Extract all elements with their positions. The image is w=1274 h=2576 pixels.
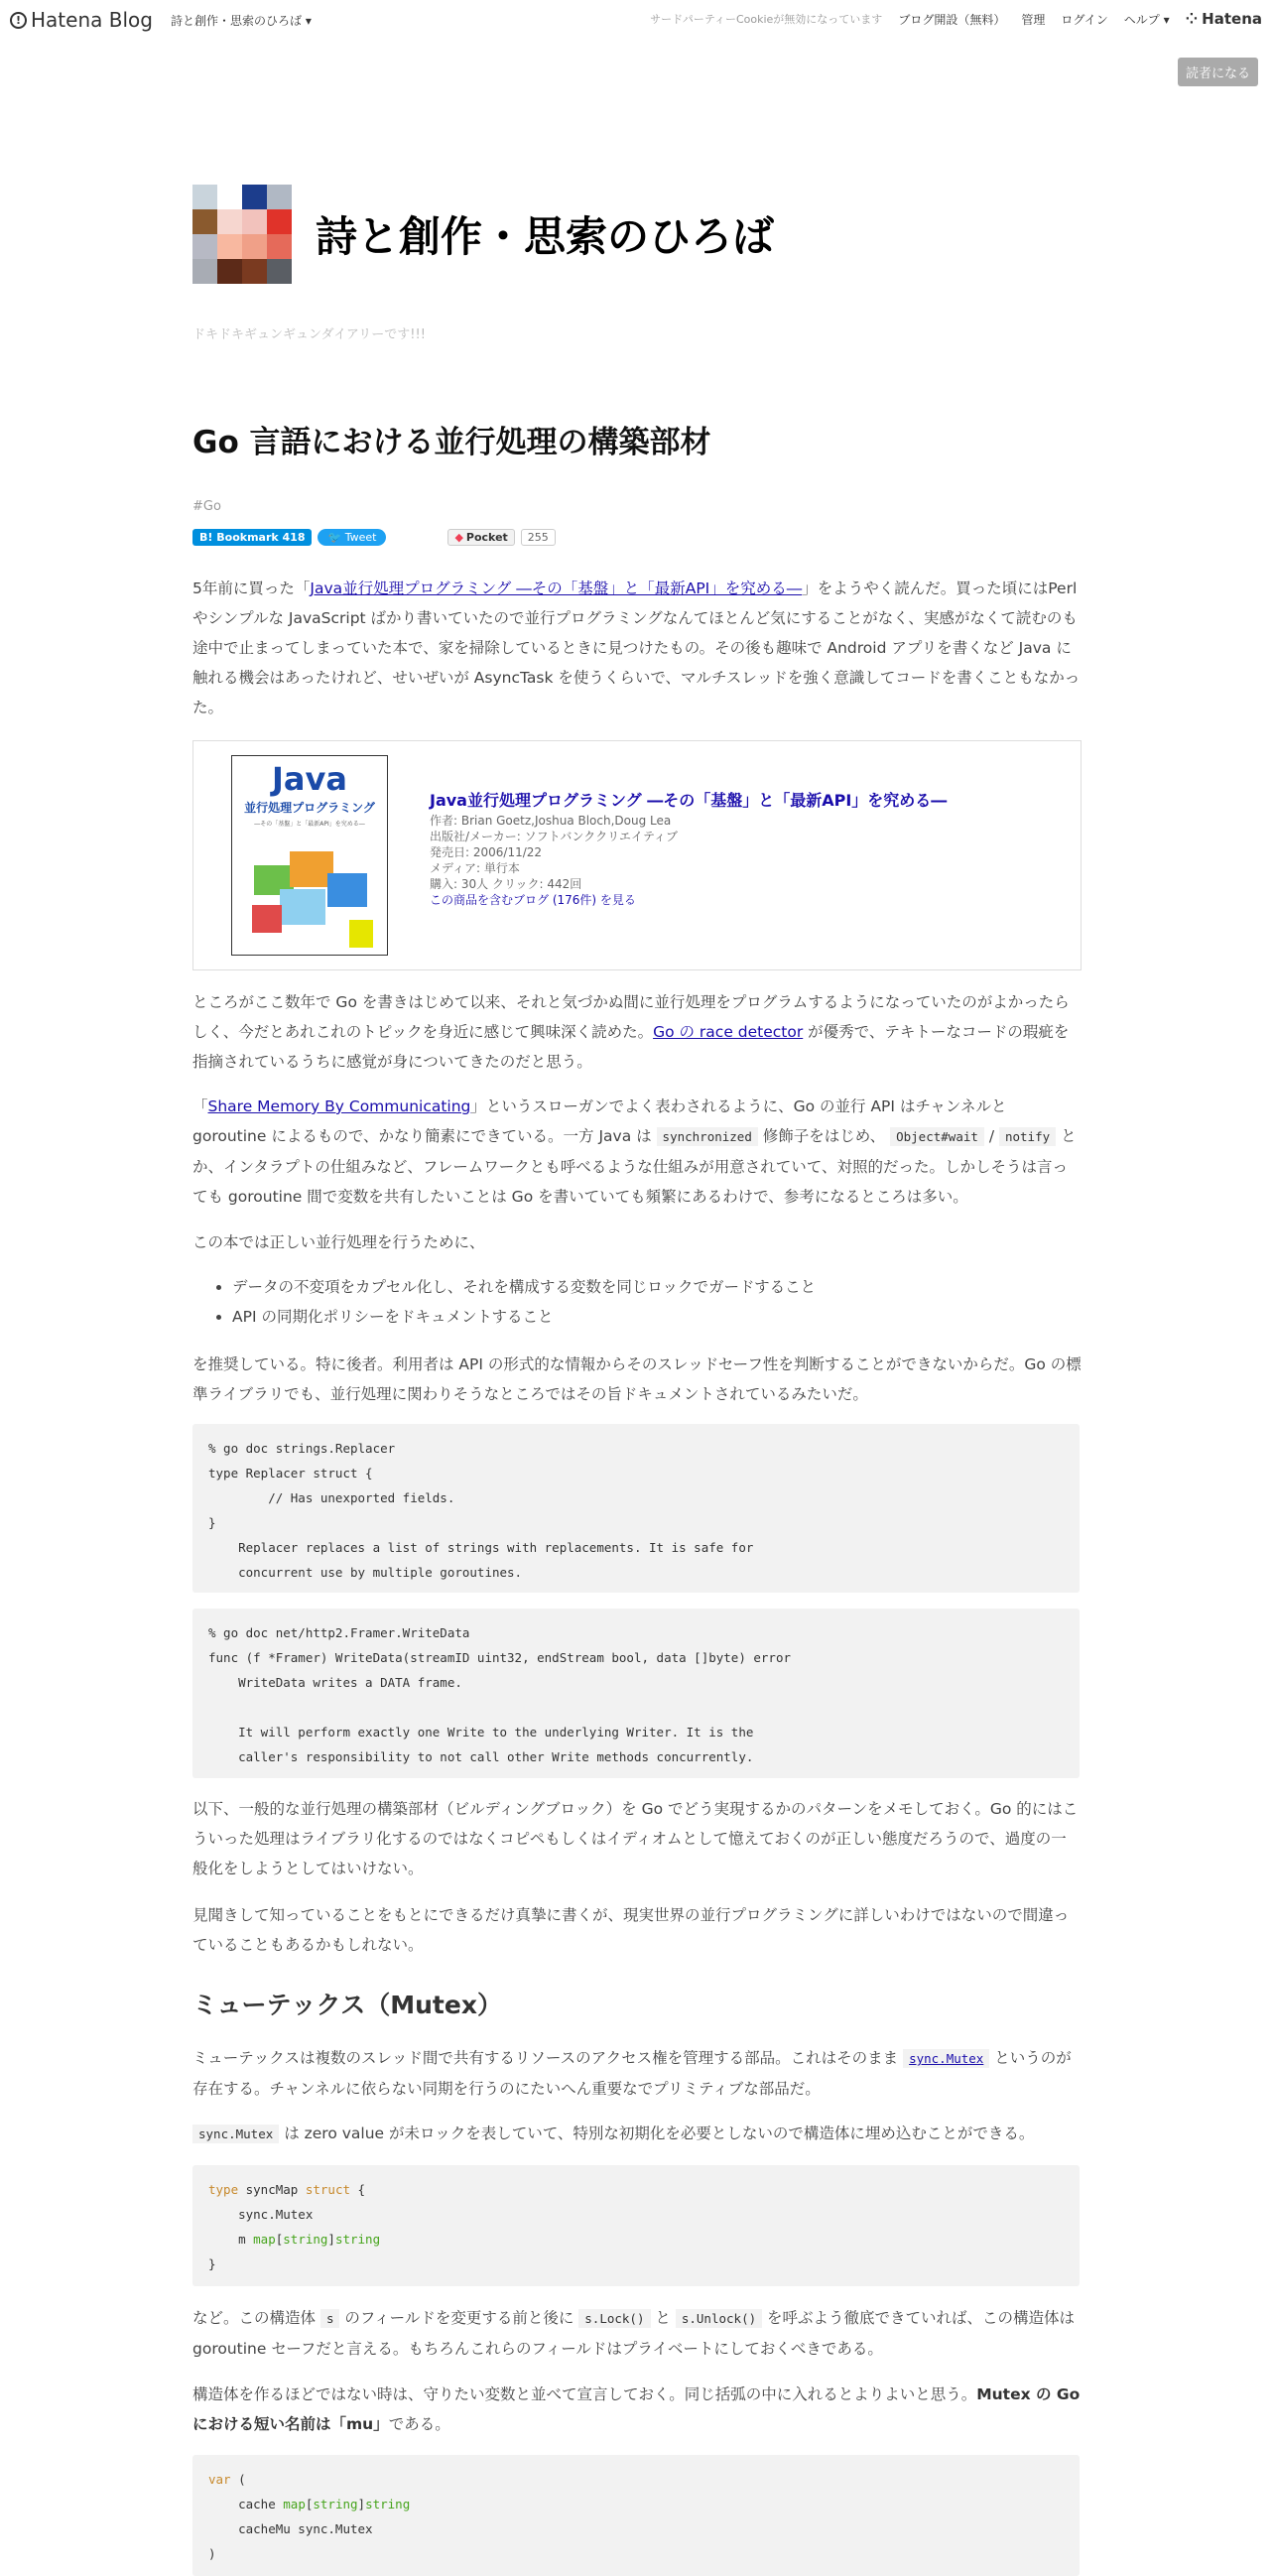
- amazon-media: メディア: 単行本: [430, 861, 520, 875]
- code-block-replacer: % go doc strings.Replacer type Replacer struct { // Has unexported fields. } Replacer replaces a list of strings with replacements. It is safe for concurrent use by multiple goroutines.: [192, 1424, 1080, 1593]
- code-keyword: type: [208, 2182, 239, 2197]
- code-text: ]: [357, 2497, 366, 2512]
- code-text: [: [305, 2497, 314, 2512]
- code-notify: notify: [999, 1127, 1056, 1146]
- code-type: string: [283, 2232, 328, 2247]
- share-memory-link[interactable]: Share Memory By Communicating: [207, 1097, 471, 1115]
- pocket-label: Pocket: [465, 531, 508, 544]
- blog-icon-tile: [192, 185, 217, 209]
- bookmark-button[interactable]: [192, 529, 312, 546]
- p3-text-b: 」というスローガンでよく表わされるように、Go の並行 API はチャンネルと goroutine によるもので、かなり簡素にできている。一方 Java は: [192, 1097, 1007, 1145]
- blog-icon-tile: [267, 234, 292, 259]
- bookmark-label: Bookmark 418: [216, 531, 306, 544]
- code-text: }: [208, 2256, 216, 2271]
- list-item: • API の同期化ポリシーをドキュメントすること: [232, 1302, 1105, 1332]
- blog-icon-tile: [217, 209, 242, 234]
- paragraph-2: [192, 987, 1082, 1077]
- admin-link[interactable]: 管理: [1021, 12, 1046, 27]
- hatena-blog-logo-text: Hatena Blog: [31, 8, 153, 32]
- code-text: cache: [208, 2497, 284, 2512]
- tweet-label: Tweet: [344, 531, 377, 544]
- code-type: string: [313, 2497, 358, 2512]
- subscribe-button[interactable]: 読者になる: [1178, 58, 1258, 86]
- help-menu[interactable]: ヘルプ ▾: [1123, 12, 1170, 27]
- book-link[interactable]: Java並行処理プログラミング ―その「基盤」と「最新API」を究める―: [310, 580, 803, 597]
- social-buttons: [192, 529, 556, 546]
- blog-icon-tile: [267, 185, 292, 209]
- paragraph-4: この本では正しい並行処理を行うために、: [192, 1233, 485, 1251]
- paragraph-5: を推奨している。特に後者。利用者は API の形式的な情報からそのスレッドセーフ性を判断することができないからだ。Go の標準ライブラリでも、並行処理に関わりそうなところではその旨ドキュメントされているみたいだ。: [192, 1355, 1082, 1403]
- blog-header: [192, 185, 774, 284]
- code-synchronized: synchronized: [657, 1127, 758, 1146]
- hatena-menu[interactable]: [1186, 10, 1262, 28]
- cookie-notice[interactable]: サードパーティーCookieが無効になっています: [650, 13, 883, 26]
- blog-icon-tile: [242, 185, 267, 209]
- tweet-button[interactable]: [318, 529, 386, 546]
- paragraph-6: 以下、一般的な並行処理の構築部材（ビルディングブロック）を Go でどう実現するかのパターンをメモしておく。Go 的にはこういった処理はライブラリ化するのではなくコピペもしくはイディオムとして憶えておくのが正しい態度だろうので、過度の一般化をしようとしてはいけない。: [192, 1800, 1079, 1877]
- blog-icon-tile: [217, 185, 242, 209]
- p10-text-c: と: [650, 2309, 676, 2327]
- blog-menu-dropdown[interactable]: 詩と創作・思索のひろば ▾: [171, 14, 312, 28]
- code-s: s: [320, 2309, 340, 2328]
- hatena-menu-icon: ⁘: [1185, 10, 1199, 28]
- p11-text-a: 構造体を作るほどではない時は、守りたい変数と並べて宣言しておく。同じ括弧の中に入れるとよりよいと思う。: [192, 2385, 977, 2403]
- paragraph-intro: [192, 574, 1082, 722]
- p10-text-d: を呼ぶよう徹底できていれば、この構造体は goroutine セーフだと言える。もちろんこれらのフィールドはプライベートにしておくべきである。: [192, 2309, 1076, 2358]
- code-unlock: s.Unlock(): [676, 2309, 762, 2328]
- code-keyword: var: [208, 2472, 231, 2487]
- code-object-wait: Object#wait: [890, 1127, 984, 1146]
- code-text: (: [230, 2472, 246, 2487]
- code-text: {: [350, 2182, 366, 2197]
- paragraph-11: [192, 2380, 1082, 2439]
- pocket-icon: ◆: [454, 531, 463, 544]
- blog-icon-tile: [217, 234, 242, 259]
- code-block-cache: [192, 2455, 1080, 2576]
- amazon-product-box: [192, 740, 1082, 970]
- amazon-stats: 購入: 30人 クリック: 442回: [430, 877, 582, 891]
- code-text: ): [208, 2546, 216, 2561]
- p2-text-a: ところがここ数年で Go を書きはじめて以来、それと気づかぬ間に並行処理をプログラムするようになっていたのがよかったらしく、今だとあれこれのトピックを身近に感じて興味深く読めた。: [192, 993, 1070, 1041]
- p3-text-d: /: [983, 1127, 999, 1145]
- code-type: string: [365, 2497, 411, 2512]
- p9-text-a: は zero value が未ロックを表していて、特別な初期化を必要としないので構造体に埋め込むことができる。: [279, 2125, 1035, 2142]
- code-sync-mutex: sync.Mutex: [192, 2125, 279, 2143]
- book-cover-image[interactable]: [231, 755, 388, 956]
- paragraph-8: [192, 2043, 1082, 2104]
- blog-icon-tile: [192, 259, 217, 284]
- paragraph-7: 見聞きして知っていることをもとにできるだけ真摯に書くが、現実世界の並行プログラミングに詳しいわけではないので間違っていることもあるかもしれない。: [192, 1906, 1070, 1954]
- blog-icon-tile: [267, 259, 292, 284]
- twitter-icon: 🐦: [327, 531, 342, 544]
- code-lock: s.Lock(): [578, 2309, 650, 2328]
- open-blog-link[interactable]: ブログ開設（無料）: [898, 12, 1006, 27]
- blog-icon-tile: [267, 209, 292, 234]
- p11-bold: Mutex の Go における短い名前は「mu」: [192, 2385, 1081, 2433]
- recommendation-list: [192, 1272, 1105, 1332]
- code-text: ]: [327, 2232, 335, 2247]
- cover-subtitle: 並行処理プログラミング: [244, 801, 375, 815]
- p2-text-b: が優秀で、テキトーなコードの瑕疵を指摘されているうちに感覚が身についてきたのだと思う。: [192, 1023, 1070, 1071]
- p8-text-b: というのが存在する。チャンネルに依らない同期を行うのにたいへん重要なでプリミティブな部品だ。: [192, 2049, 1072, 2098]
- hatena-blog-logo[interactable]: [10, 8, 153, 32]
- code-type: map: [283, 2497, 306, 2512]
- amazon-publisher: 出版社/メーカー: ソフトバンククリエイティブ: [430, 830, 678, 843]
- blog-title[interactable]: 詩と創作・思索のひろば: [316, 212, 775, 261]
- amazon-release-date: 発売日: 2006/11/22: [430, 845, 543, 859]
- list-item: • データの不変項をカプセル化し、それを構成する変数を同じロックでガードすること: [232, 1272, 1105, 1302]
- book-cover-art: [232, 756, 387, 955]
- login-link[interactable]: ログイン: [1061, 12, 1108, 27]
- p11-text-b: である。: [388, 2415, 450, 2433]
- blog-icon-tile: [242, 259, 267, 284]
- p3-text-a: 「: [192, 1097, 208, 1115]
- entry-title[interactable]: Go 言語における並行処理の構築部材: [192, 425, 711, 460]
- section-heading-mutex: ミューテックス（Mutex）: [192, 1991, 502, 2019]
- blog-icon-tile: [242, 234, 267, 259]
- blog-description: ドキドキギュンギュンダイアリーです!!!: [192, 327, 426, 342]
- amazon-author: 作者: Brian Goetz,Joshua Bloch,Doug Lea: [430, 814, 672, 828]
- code-type: map: [253, 2232, 276, 2247]
- code-block-syncmap: [192, 2165, 1080, 2286]
- p1-text-a: 5年前に買った「: [192, 580, 311, 597]
- cover-subtitle-2: ―その「基盤」と「最新API」を究める―: [254, 821, 365, 828]
- bookmark-icon: B!: [199, 531, 213, 544]
- p3-text-c: 修飾子をはじめ、: [757, 1127, 891, 1145]
- cover-title: Java: [272, 760, 347, 798]
- code-text: m: [208, 2232, 254, 2247]
- code-text: cacheMu sync.Mutex: [208, 2521, 373, 2536]
- amazon-product-info: [430, 793, 947, 908]
- hatena-logo-icon: !: [10, 12, 27, 29]
- blog-icon-tile: [217, 259, 242, 284]
- code-text: sync.Mutex: [208, 2207, 314, 2222]
- code-keyword: struct: [305, 2182, 350, 2197]
- paragraph-9: [192, 2119, 1082, 2149]
- p1-text-b: 」をようやく読んだ。買った頃にはPerl やシンプルな JavaScript ばかり書いていたので並行プログラミングなんてほとんど気にすることがなく、実感がなくて読むのも途中で止まってしまっていた本で、家を掃除しているときに見つけたもの。その後も趣味で Android アプリを書くなど Java に触れる機会はあったけれど、せいぜいが AsyncTask を使うくらいで、マルチスレッドを強く意識してコードを書くこともなかった。: [192, 580, 1081, 716]
- blog-icon[interactable]: [192, 185, 292, 284]
- pocket-count: 255: [521, 529, 556, 546]
- race-detector-link[interactable]: Go の race detector: [653, 1023, 804, 1041]
- code-text: [: [275, 2232, 284, 2247]
- blog-icon-tile: [192, 209, 217, 234]
- p3-text-e: とか、インタラプトの仕組みなど、フレームワークとも呼べるような仕組みが用意されていて、対照的だった。しかしそうは言っても goroutine 間で変数を共有したいことは Go を書いていても頻繁にあるわけで、参考になるところは多い。: [192, 1127, 1077, 1206]
- amazon-product-title[interactable]: Java並行処理プログラミング ―その「基盤」と「最新API」を究める―: [430, 791, 948, 810]
- paragraph-10: [192, 2303, 1082, 2364]
- sync-mutex-link[interactable]: sync.Mutex: [903, 2049, 989, 2068]
- entry-category[interactable]: #Go: [192, 499, 221, 514]
- pocket-button[interactable]: [447, 529, 514, 546]
- hatena-menu-label: Hatena: [1202, 10, 1262, 28]
- global-header: [0, 0, 1274, 38]
- code-type: string: [334, 2232, 381, 2247]
- amazon-blogs-link[interactable]: この商品を含むブログ (176件) を見る: [430, 893, 636, 907]
- p8-text-a: ミューテックスは複数のスレッド間で共有するリソースのアクセス権を管理する部品。これはそのまま: [192, 2049, 904, 2067]
- code-text: syncMap: [238, 2182, 306, 2197]
- blog-icon-tile: [192, 234, 217, 259]
- header-nav: [650, 10, 1262, 28]
- blog-icon-tile: [242, 209, 267, 234]
- p10-text-a: など。この構造体: [192, 2309, 320, 2327]
- code-block-writedata: % go doc net/http2.Framer.WriteData func (f *Framer) WriteData(streamID uint32, endStream bool, data []byte) error WriteData writes a DATA frame. It will perform exactly one Write to the underlying Writer. It is the caller's responsibility to not call other Write methods concurrently.: [192, 1609, 1080, 1778]
- paragraph-3: [192, 1092, 1082, 1212]
- p10-text-b: のフィールドを変更する前と後に: [339, 2309, 579, 2327]
